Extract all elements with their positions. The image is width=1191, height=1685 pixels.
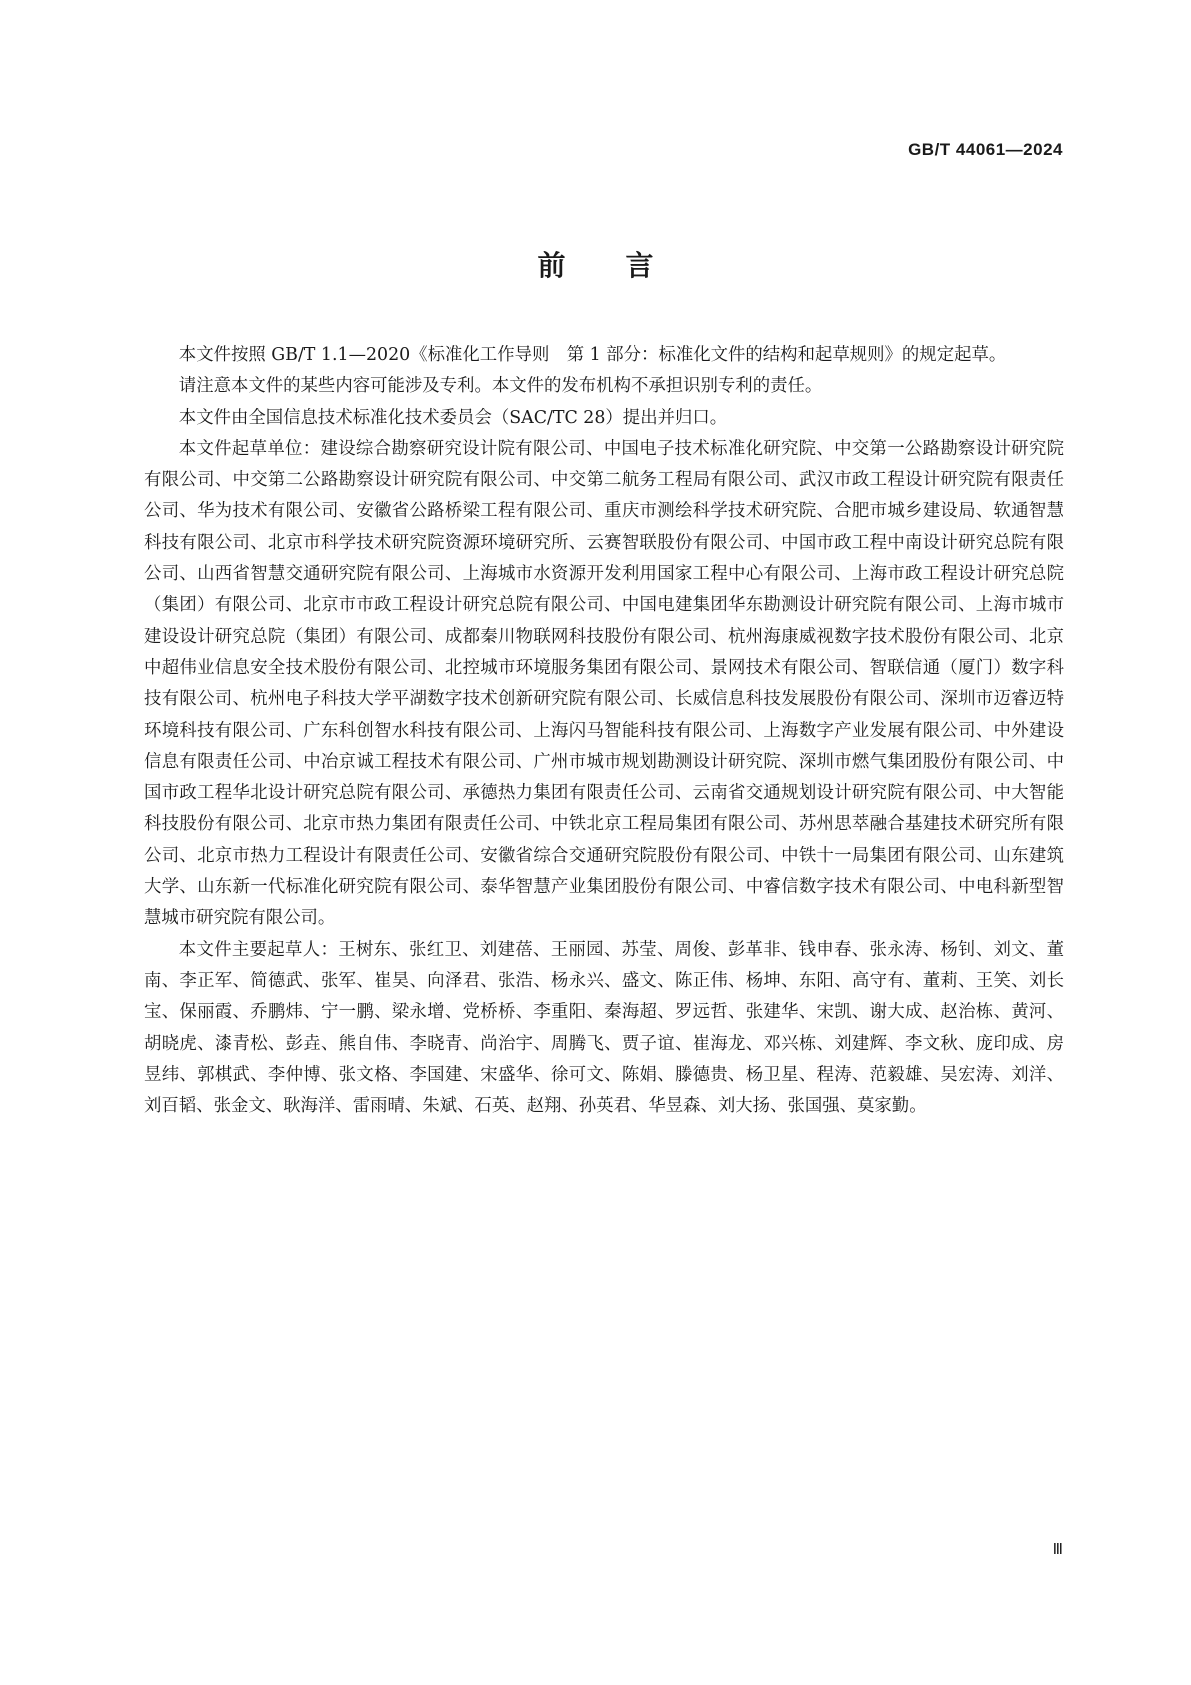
paragraph-patent-notice: 请注意本文件的某些内容可能涉及专利。本文件的发布机构不承担识别专利的责任。 [178, 376, 823, 397]
page-number: Ⅲ [1052, 1541, 1063, 1558]
paragraph-drafters: 本文件主要起草人：王树东、张红卫、刘建蓓、王丽园、苏莹、周俊、彭革非、钱申春、张永涛、杨钊、刘文、董南、李正军、简德武、张军、崔昊、向泽君、张浩、杨永兴、盛文、陈正伟、杨坤、东阳、高守有、董莉、王笑、刘长宝、保丽霞、乔鹏炜、宁一鹏、梁永增、党桥桥、李重阳、秦海超、罗远哲、张建华、宋凯、谢大成、赵治栋、黄河、胡晓虎、漆青松、彭垚、熊自伟、李晓青、尚治宇、周腾飞、贾子谊、崔海龙、邓兴栋、刘建辉、李文秋、庞印成、房昱纬、郭棋武、李仲博、张文格、李国建、宋盛华、徐可文、陈娟、滕德贵、杨卫星、程涛、范毅雄、吴宏涛、刘洋、刘百韬、张金文、耿海洋、雷雨晴、朱斌、石英、赵翔、孙英君、华昱森、刘大扬、张国强、莫家勤。 [144, 939, 1064, 1117]
preface-body [144, 340, 1064, 1122]
page-title: 前言 [537, 249, 714, 282]
paragraph-committee: 本文件由全国信息技术标准化技术委员会（SAC/TC 28）提出并归口。 [178, 407, 728, 428]
standard-number: GB/T 44061—2024 [908, 140, 1063, 159]
paragraph-drafting-units: 本文件起草单位：建设综合勘察研究设计院有限公司、中国电子技术标准化研究院、中交第一公路勘察设计研究院有限公司、中交第二公路勘察设计研究院有限公司、中交第二航务工程局有限公司、武汉市政工程设计研究院有限责任公司、华为技术有限公司、安徽省公路桥梁工程有限公司、重庆市测绘科学技术研究院、合肥市城乡建设局、软通智慧科技有限公司、北京市科学技术研究院资源环境研究所、云赛智联股份有限公司、中国市政工程中南设计研究总院有限公司、山西省智慧交通研究院有限公司、上海城市水资源开发利用国家工程中心有限公司、上海市政工程设计研究总院（集团）有限公司、北京市市政工程设计研究总院有限公司、中国电建集团华东勘测设计研究院有限公司、上海市城市建设设计研究总院（集团）有限公司、成都秦川物联网科技股份有限公司、杭州海康威视数字技术股份有限公司、北京中超伟业信息安全技术股份有限公司、北控城市环境服务集团有限公司、景网技术有限公司、智联信通（厦门）数字科技有限公司、杭州电子科技大学平湖数字技术创新研究院有限公司、长威信息科技发展股份有限公司、深圳市迈睿迈特环境科技有限公司、广东科创智水科技有限公司、上海闪马智能科技有限公司、上海数字产业发展有限公司、中外建设信息有限责任公司、中冶京诚工程技术有限公司、广州市城市规划勘测设计研究院、深圳市燃气集团股份有限公司、中国市政工程华北设计研究总院有限公司、承德热力集团有限责任公司、云南省交通规划设计研究院有限公司、中大智能科技股份有限公司、北京市热力集团有限责任公司、中铁北京工程局集团有限公司、苏州思萃融合基建技术研究所有限公司、北京市热力工程设计有限责任公司、安徽省综合交通研究院股份有限公司、中铁十一局集团有限公司、山东建筑大学、山东新一代标准化研究院有限公司、泰华智慧产业集团股份有限公司、中睿信数字技术有限公司、中电科新型智慧城市研究院有限公司。 [144, 438, 1064, 929]
paragraph-drafting-rules: 本文件按照 GB/T 1.1—2020《标准化工作导则 第 1 部分：标准化文件的结构和起草规则》的规定起草。 [178, 345, 1007, 365]
